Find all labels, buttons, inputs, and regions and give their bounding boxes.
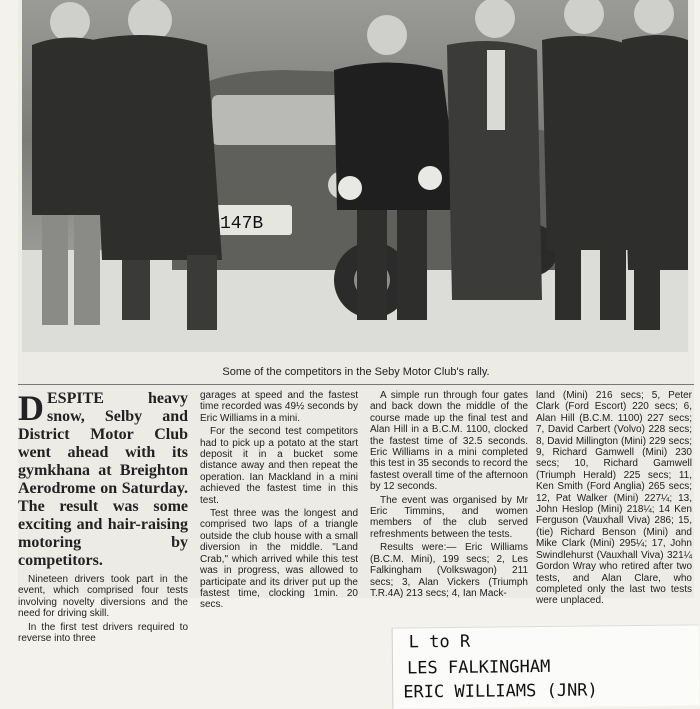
paragraph: Test three was the longest and comprised two laps of a triangle outside the club house with a small diversion in the middle. "Land Crab," which arrived while this test was in progress, was allowed to participate and its driver put up the fastest time, clocking 1min. 20 secs. <box>200 508 358 611</box>
article-column-2 <box>200 390 358 613</box>
lead-text: ESPITE heavy snow, Selby and District Motor Club went ahead with its gymkhana at Breighton Aerodrome on Saturday. The result was some exciting and hair-raising motoring by competitors. <box>18 390 188 569</box>
paragraph: The event was organised by Mr Eric Timmins, and women members of the club served refreshments between the tests. <box>370 494 528 540</box>
rally-photo <box>22 0 688 352</box>
divider <box>18 384 694 385</box>
paragraph: Results were:— Eric Williams (B.C.M. Mini), 199 secs; 2, Les Falkingham (Volkswagon) 211 secs; 3, Alan Vickers (Triumph T.R.4A) 213 secs; 4, Ian Mack- <box>370 542 528 599</box>
paragraph: garages at speed and the fastest time recorded was 49½ seconds by Eric Williams in a mini. <box>200 390 358 424</box>
photo-caption: Some of the competitors in the Seby Motor Club's rally. <box>222 366 490 378</box>
article-lead <box>18 390 188 570</box>
paragraph: Nineteen drivers took part in the event, which comprised four tests involving novelty diversions and the need for driving skill. <box>18 574 188 620</box>
paragraph: A simple run through four gates and back down the middle of the course made up the final test and Alan Hill in a B.C.M. 1100, clocked the fastest time of 32.5 seconds. Eric Williams in a mini completed this test in 35 seconds to record the fastest overall time of the afternoon by 12 seconds. <box>370 390 528 493</box>
paragraph: land (Mini) 216 secs; 5, Peter Clark (Ford Escort) 220 secs; 6, Alan Hill (B.C.M. 1100) 227 secs; 7, David Carbert (Volvo) 228 secs; 8, David Millington (Mini) 229 secs; 9, Richard Gamwell (Mini) 230 secs; 10, Richard Gamwell (Triumph Herald) 225 secs; 11, Ken Smith (Ford Anglia) 265 secs; 12, Pat Walker (Mini) 227¼; 13, John Heslop (Mini) 218¼; 14 Ken Ferguson (Vauxhall Viva) 286; 15, (tie) Richard Benson (Mini) and Mike Clark (Mini) 295¼; 17, John Swindlehurst (Vauxhall Viva) 321¼ Gordon Wray who retired after two tests, and Alan Clare, who completed only the last two tests were unplaced. <box>536 390 692 607</box>
article-column-4 <box>536 390 692 609</box>
note-line-2: LES FALKINGHAM <box>406 656 551 679</box>
article-column-1 <box>18 390 188 646</box>
person-4 <box>447 0 542 300</box>
article-column-3 <box>370 390 528 601</box>
drop-cap: D <box>18 388 44 428</box>
paragraph: In the first test drivers required to reverse into three <box>18 621 188 645</box>
paragraph: For the second test competitors had to pick up a potato at the start deposit it in a bucket some distance away and then repeat the operation. Ian Mackland in a mini achieved the fastest time in this test. <box>200 426 358 506</box>
note-line-3: ERIC WILLIAMS (JNR) <box>403 680 598 703</box>
handwritten-note <box>392 624 700 708</box>
number-plate: 147B <box>220 214 264 234</box>
note-line-1: L to R <box>408 631 471 653</box>
